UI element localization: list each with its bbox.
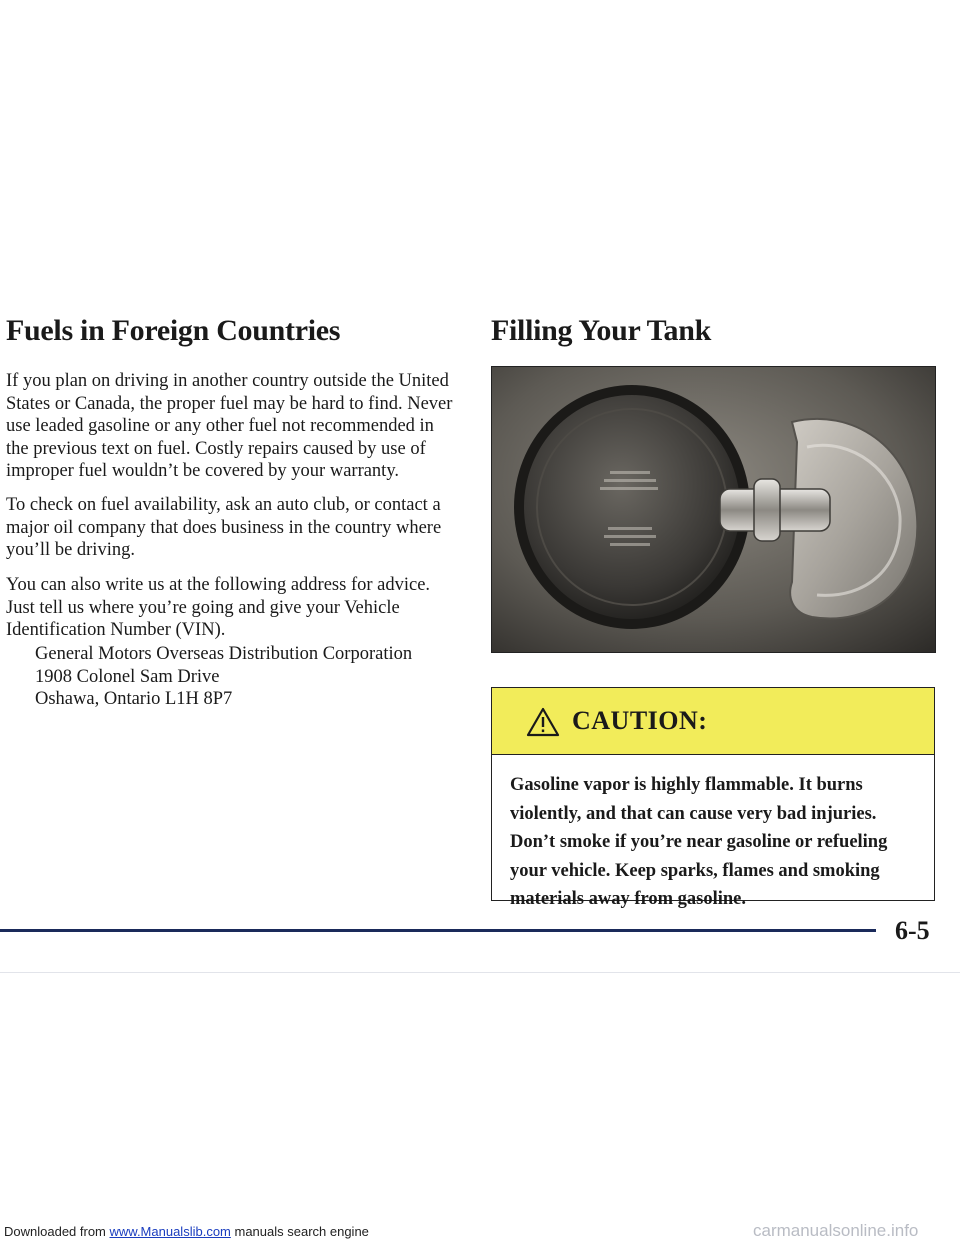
footer-suffix: manuals search engine — [230, 1224, 369, 1239]
manualslib-link[interactable]: www.Manualslib.com — [109, 1224, 231, 1239]
footer-prefix: Downloaded from — [4, 1224, 110, 1239]
address-line: 1908 Colonel Sam Drive — [35, 666, 220, 687]
watermark-text: carmanualsonline.info — [753, 1221, 919, 1240]
paragraph-fuel-availability: To check on fuel availability, ask an auto club, or contact a major oil company that does business in the country where you’ll be driving. — [6, 495, 442, 560]
caution-text: Gasoline vapor is highly flammable. It burns violently, and that can cause very bad injuries. Don’t smoke if you’re near gasoline or refueling your vehicle. Keep sparks, flames and smoking materials away from gasoline. — [510, 775, 888, 909]
paragraph-write-us: You can also write us at the following address for advice. Just tell us where you’re going and give your Vehicle Identification Number (VIN). — [6, 575, 431, 640]
address-line: Oshawa, Ontario L1H 8P7 — [35, 689, 233, 709]
mailing-address — [35, 643, 412, 711]
divider — [0, 972, 960, 973]
fuel-cap-photo — [491, 366, 936, 653]
page-number: 6-5 — [895, 916, 930, 945]
warning-triangle-icon — [526, 707, 560, 737]
address-line: General Motors Overseas Distribution Corporation — [35, 644, 413, 664]
caution-title: CAUTION: — [572, 706, 708, 735]
section-heading-filling-tank: Filling Your Tank — [491, 314, 712, 347]
caution-box — [491, 687, 935, 909]
caution-header — [492, 688, 934, 755]
fuel-cap-illustration — [492, 367, 935, 652]
paragraph-fuel-warning: If you plan on driving in another country outside the United States or Canada, the proper fuel may be hard to find. Never use leaded gasoline or any other fuel not recommended in the previous text on fuel. Costly repairs caused by use of improper fuel wouldn’t be covered by your warranty. — [6, 371, 453, 481]
section-heading-fuels-foreign: Fuels in Foreign Countries — [6, 314, 341, 347]
footer-rule — [0, 929, 876, 932]
download-footer — [4, 1224, 369, 1239]
